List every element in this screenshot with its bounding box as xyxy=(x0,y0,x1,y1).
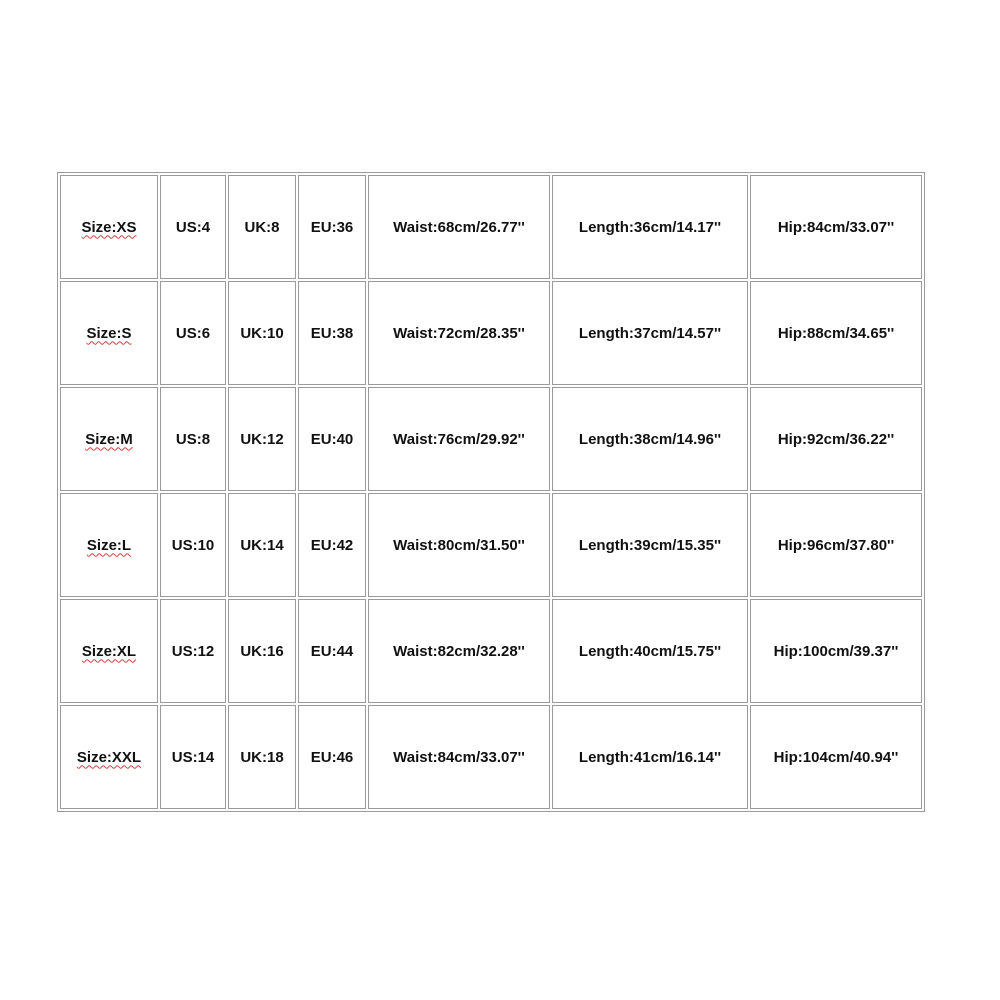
uk-size-cell: UK:10 xyxy=(228,281,296,385)
waist-cell: Waist:80cm/31.50'' xyxy=(368,493,550,597)
length-cell: Length:39cm/15.35'' xyxy=(552,493,748,597)
size-row-xl xyxy=(60,599,922,703)
size-cell xyxy=(60,281,158,385)
size-cell xyxy=(60,599,158,703)
size-row-xs xyxy=(60,175,922,279)
size-label: Size:XL xyxy=(81,642,137,660)
size-cell xyxy=(60,705,158,809)
waist-cell: Waist:82cm/32.28'' xyxy=(368,599,550,703)
size-label: Size:S xyxy=(86,324,132,342)
size-chart-table xyxy=(57,172,925,812)
size-cell xyxy=(60,387,158,491)
size-label: Size:XXL xyxy=(76,748,142,766)
eu-size-cell: EU:46 xyxy=(298,705,366,809)
uk-size-cell: UK:12 xyxy=(228,387,296,491)
uk-size-cell: UK:18 xyxy=(228,705,296,809)
hip-cell: Hip:84cm/33.07'' xyxy=(750,175,922,279)
waist-cell: Waist:84cm/33.07'' xyxy=(368,705,550,809)
size-label: Size:XS xyxy=(81,218,137,236)
size-label: Size:M xyxy=(85,430,133,448)
hip-cell: Hip:100cm/39.37'' xyxy=(750,599,922,703)
size-label: Size:L xyxy=(86,536,132,554)
size-cell xyxy=(60,175,158,279)
hip-cell: Hip:96cm/37.80'' xyxy=(750,493,922,597)
uk-size-cell: UK:14 xyxy=(228,493,296,597)
eu-size-cell: EU:42 xyxy=(298,493,366,597)
hip-cell: Hip:104cm/40.94'' xyxy=(750,705,922,809)
hip-cell: Hip:92cm/36.22'' xyxy=(750,387,922,491)
us-size-cell: US:8 xyxy=(160,387,226,491)
length-cell: Length:37cm/14.57'' xyxy=(552,281,748,385)
eu-size-cell: EU:36 xyxy=(298,175,366,279)
length-cell: Length:36cm/14.17'' xyxy=(552,175,748,279)
us-size-cell: US:6 xyxy=(160,281,226,385)
length-cell: Length:41cm/16.14'' xyxy=(552,705,748,809)
size-row-s xyxy=(60,281,922,385)
us-size-cell: US:4 xyxy=(160,175,226,279)
us-size-cell: US:12 xyxy=(160,599,226,703)
eu-size-cell: EU:44 xyxy=(298,599,366,703)
size-row-l xyxy=(60,493,922,597)
length-cell: Length:40cm/15.75'' xyxy=(552,599,748,703)
eu-size-cell: EU:40 xyxy=(298,387,366,491)
waist-cell: Waist:68cm/26.77'' xyxy=(368,175,550,279)
size-cell xyxy=(60,493,158,597)
waist-cell: Waist:72cm/28.35'' xyxy=(368,281,550,385)
length-cell: Length:38cm/14.96'' xyxy=(552,387,748,491)
size-row-m xyxy=(60,387,922,491)
us-size-cell: US:10 xyxy=(160,493,226,597)
uk-size-cell: UK:8 xyxy=(228,175,296,279)
size-row-xxl xyxy=(60,705,922,809)
uk-size-cell: UK:16 xyxy=(228,599,296,703)
us-size-cell: US:14 xyxy=(160,705,226,809)
waist-cell: Waist:76cm/29.92'' xyxy=(368,387,550,491)
eu-size-cell: EU:38 xyxy=(298,281,366,385)
hip-cell: Hip:88cm/34.65'' xyxy=(750,281,922,385)
